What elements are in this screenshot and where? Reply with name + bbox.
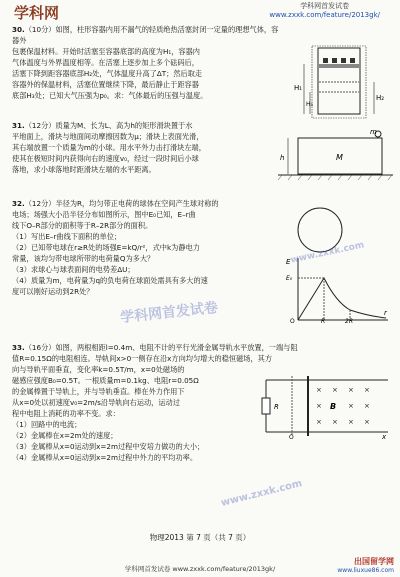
question-text-line: 容器外的保温材料，活塞位置继续下降，最后静止于距容器 bbox=[12, 80, 199, 89]
corner-brand-url[interactable]: www.liuxue86.com bbox=[337, 567, 394, 574]
question-30 bbox=[12, 24, 280, 101]
question-number: 31. bbox=[12, 121, 25, 130]
label-origin: O bbox=[289, 434, 294, 440]
question-text-line: （4）金属棒从x=0运动到x=2m过程中外力的平均功率。 bbox=[12, 453, 198, 462]
question-text-line: 底部H₃处；已知大气压强为p₀。求：气体最后的压强与温度。 bbox=[12, 91, 208, 100]
figure-33-container bbox=[260, 372, 392, 440]
svg-text:×: × bbox=[316, 402, 322, 410]
label-E0: E₀ bbox=[286, 275, 293, 282]
label-m: m bbox=[370, 128, 377, 136]
svg-text:×: × bbox=[348, 386, 354, 394]
svg-text:×: × bbox=[332, 418, 338, 426]
svg-text:×: × bbox=[316, 386, 322, 394]
label-h2: H₂ bbox=[376, 94, 385, 102]
figure-31-container bbox=[278, 128, 393, 184]
question-text-line: （2）金属棒在x=2m处的速度； bbox=[12, 431, 118, 440]
page-footer: 物理2013 第 7 页（共 7 页） bbox=[149, 533, 251, 542]
svg-text:×: × bbox=[348, 418, 354, 426]
site-logo: 学科网 bbox=[14, 4, 60, 22]
question-text-line: （10分）如图，柱形容器内用不漏气的轻质绝热活塞封闭一定量的理想气体，容器外 bbox=[12, 25, 279, 45]
question-text-line: 电场；场强大小沿半径分布如图所示，图中E₀已知，E–r曲 bbox=[12, 210, 196, 219]
question-32 bbox=[12, 198, 274, 297]
site-name: 学科网首发试卷 bbox=[300, 2, 350, 10]
label-O: O bbox=[290, 318, 295, 324]
header-url[interactable]: www.zxxk.com/feature/2013gk/ bbox=[269, 11, 380, 19]
corner-brand bbox=[337, 557, 394, 575]
question-text-line: 程中电阻上消耗的功率不变。求： bbox=[12, 409, 120, 418]
figure-30-container bbox=[290, 42, 390, 120]
question-text-line: （2）已知带电球在r≥R处的场强E=kQ/r²，式中k为静电力 bbox=[12, 243, 200, 252]
question-number: 32. bbox=[12, 199, 25, 208]
corner-brand-name: 出国留学网 bbox=[354, 557, 394, 566]
watermark-url: www.zxxk.com bbox=[289, 240, 366, 266]
question-text-line: 气体温度与外界温度相等。在活塞上逐步加上多个砝码后， bbox=[12, 58, 199, 67]
question-text-line: 的金属棒置于导轨上，并与导轨垂直。棒在外力作用下 bbox=[12, 387, 185, 396]
figure-32-container bbox=[284, 206, 392, 324]
svg-text:×: × bbox=[348, 402, 354, 410]
question-text-line: 磁感应强度B₀=0.5T。一根质量m=0.1kg、电阻r=0.05Ω bbox=[12, 376, 199, 385]
label-R: R bbox=[321, 318, 326, 324]
label-resistor-R: R bbox=[274, 403, 279, 411]
question-text-line: 落地，求小球落地时距滑块左端的水平距离。 bbox=[12, 165, 156, 174]
svg-text:×: × bbox=[364, 418, 370, 426]
question-number: 33. bbox=[12, 343, 25, 352]
label-r: r bbox=[384, 309, 387, 317]
label-E: E bbox=[286, 258, 291, 266]
label-h3: H₃ bbox=[306, 101, 313, 108]
question-text-line: 包裹保温材料。开始时活塞至容器底部的高度为H₁，容器内 bbox=[12, 47, 200, 56]
label-2R: 2R bbox=[345, 318, 353, 324]
figure-33 bbox=[260, 372, 392, 440]
question-text-line: 常量，该均匀带电球所带的电荷量Q为多大？ bbox=[12, 254, 155, 263]
label-M: M bbox=[336, 153, 343, 162]
question-text-line: 向与导轨平面垂直，变化率k=0.5T/m，x=0处磁场的 bbox=[12, 365, 185, 374]
svg-text:×: × bbox=[364, 402, 370, 410]
label-h: h bbox=[280, 154, 285, 162]
question-text-line: 使其在极短时间内获得向右的速度v₀，经过一段时间后小球 bbox=[12, 154, 199, 163]
figure-31 bbox=[278, 128, 393, 184]
question-number: 30. bbox=[12, 25, 25, 34]
question-text-line: （1）回路中的电流； bbox=[12, 420, 82, 429]
question-text-line: （12分）质量为M、长为L、高为h的矩形滑块置于水 bbox=[24, 121, 193, 130]
question-text-line: （1）写出E–r曲线下面积的单位； bbox=[12, 232, 122, 241]
label-h1: H₁ bbox=[294, 84, 303, 92]
figure-30 bbox=[290, 42, 390, 120]
question-text-line: 平地面上，滑块与地面间动摩擦因数为μ；滑块上表面光滑， bbox=[12, 132, 204, 141]
footer-source[interactable]: 学科网首发试卷 www.zxxk.com/feature/2013gk/ bbox=[124, 565, 276, 573]
question-text-line: 值R=0.15Ω的电阻相连。导轨间x>0一侧存在沿x方向均匀增大的稳恒磁场，其方 bbox=[12, 354, 273, 363]
figure-32 bbox=[284, 206, 392, 324]
label-B: B bbox=[330, 402, 337, 411]
question-text-line: （4）质量为m，电荷量为q的负电荷在球面处需具有多大的速 bbox=[12, 276, 208, 285]
question-text-line: （16分）如图，两根相距l=0.4m、电阻不计的平行光滑金属导轨水平放置，一端与阻 bbox=[24, 343, 298, 352]
question-text-line: 其右端放置一个质量为m的小球。用水平外力击打滑块左端， bbox=[12, 143, 206, 152]
question-text-line: 活塞下降到距容器底部H₂处，气体温度升高了ΔT；然后取走 bbox=[12, 69, 203, 78]
question-text-line: （3）求球心与球表面间的电势差ΔU； bbox=[12, 265, 135, 274]
question-text-line: （12分）半径为R，均匀带正电荷的球体在空间产生球对称的 bbox=[24, 199, 219, 208]
watermark-url: www.zxxk.com bbox=[219, 478, 304, 509]
question-text-line: 从x=0处以初速度v₀=2m/s沿导轨向右运动，运动过 bbox=[12, 398, 180, 407]
question-31 bbox=[12, 120, 274, 175]
svg-text:×: × bbox=[316, 418, 322, 426]
svg-text:×: × bbox=[364, 386, 370, 394]
question-text-line: （3）金属棒从x=0运动到x=2m过程中安培力做功的大小； bbox=[12, 442, 205, 451]
header-info bbox=[269, 2, 380, 20]
question-text-line: 度可以刚好运动到2R处？ bbox=[12, 287, 94, 296]
label-x-axis: x bbox=[382, 433, 387, 440]
question-text-line: 线下O–R部分的面积等于R–2R部分的面积。 bbox=[12, 221, 153, 230]
svg-text:×: × bbox=[332, 386, 338, 394]
watermark-text: 学科网首发试卷 bbox=[119, 299, 219, 327]
